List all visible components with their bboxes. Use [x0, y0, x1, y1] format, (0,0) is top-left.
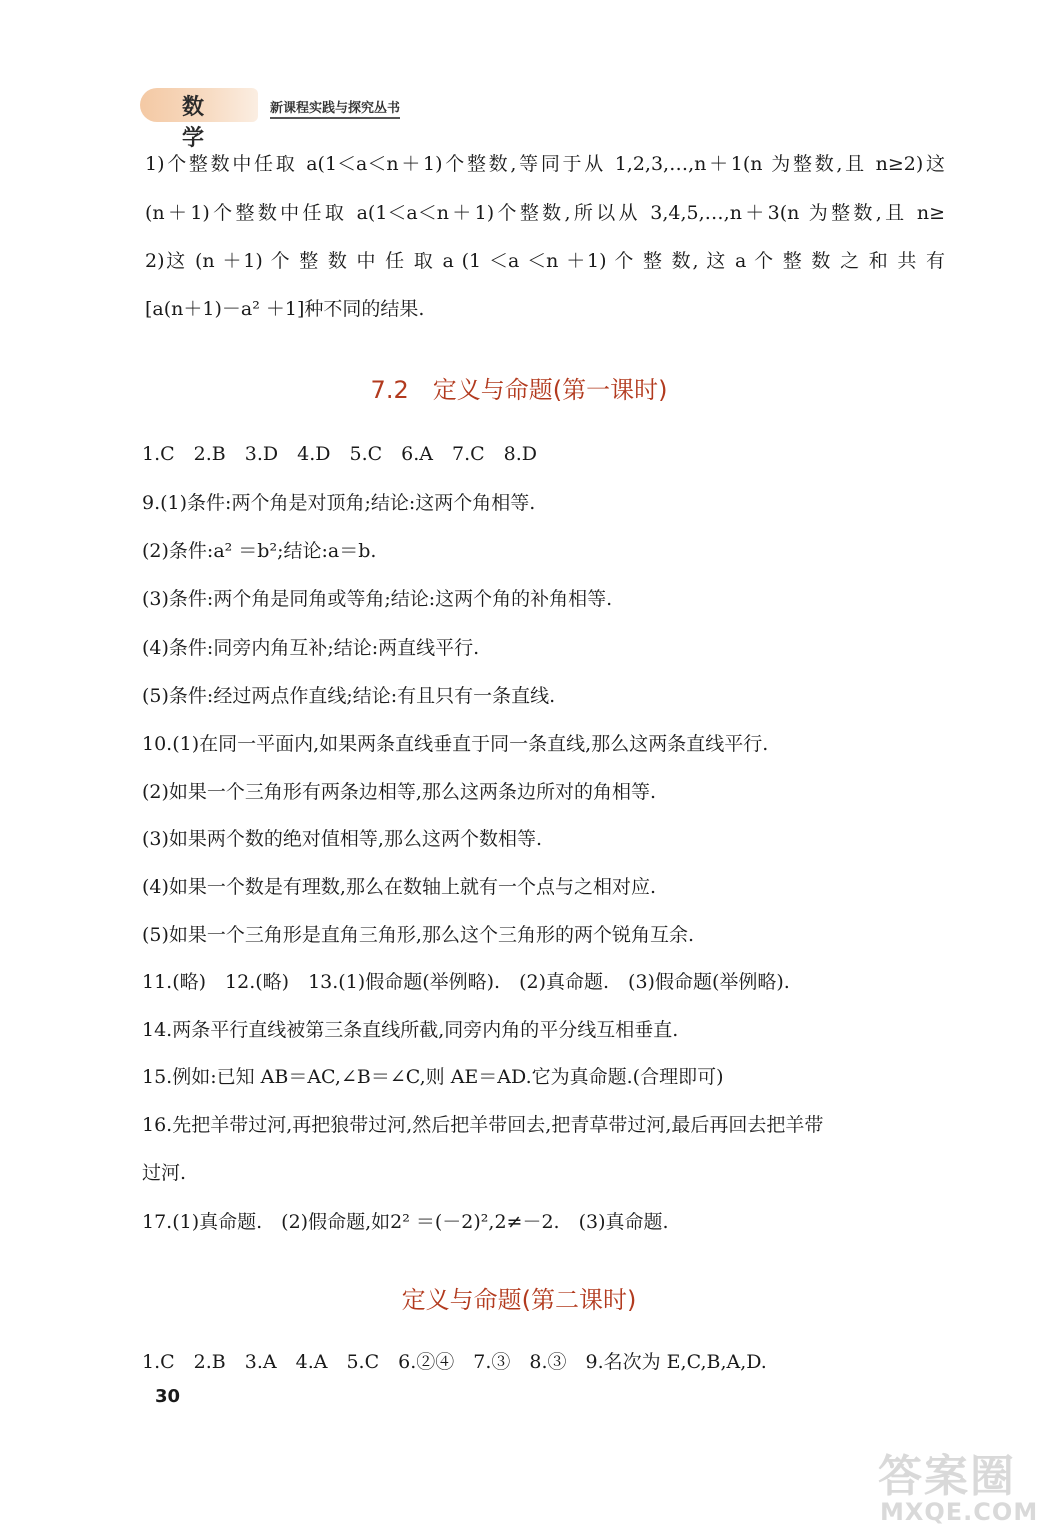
answer-line: 16.先把羊带过河,再把狼带过河,然后把羊带回去,把青草带过河,最后再回去把羊带	[142, 1114, 824, 1136]
answer-line: (3)如果两个数的绝对值相等,那么这两个数相等.	[142, 828, 542, 850]
answer-line: (4)条件:同旁内角互补;结论:两直线平行.	[142, 637, 480, 659]
section-title-lesson-1: 7.2 定义与命题(第一课时)	[370, 376, 668, 404]
intro-line-4: [a(n＋1)－a² ＋1]种不同的结果.	[145, 298, 425, 320]
answer-line: (4)如果一个数是有理数,那么在数轴上就有一个点与之相对应.	[142, 876, 656, 898]
answer-line: (5)如果一个三角形是直角三角形,那么这个三角形的两个锐角互余.	[142, 924, 694, 946]
answer-line: (5)条件:经过两点作直线;结论:有且只有一条直线.	[142, 685, 556, 707]
answer-line: (2)如果一个三角形有两条边相等,那么这两条边所对的角相等.	[142, 781, 656, 803]
answer-line: 15.例如:已知 AB＝AC,∠B＝∠C,则 AE＝AD.它为真命题.(合理即可)	[142, 1066, 724, 1088]
watermark-logo	[878, 1440, 1038, 1530]
intro-line-1: 1)个整数中任取 a(1＜a＜n＋1)个整数,等同于从 1,2,3,…,n＋1(n 为整数,且 n≥2)这	[145, 153, 945, 175]
page-number: 30	[155, 1386, 181, 1407]
answer-line: 10.(1)在同一平面内,如果两条直线垂直于同一条直线,那么这两条直线平行.	[142, 733, 769, 755]
answer-line: 9.(1)条件:两个角是对顶角;结论:这两个角相等.	[142, 492, 536, 514]
answer-line: 1.C 2.B 3.D 4.D 5.C 6.A 7.C 8.D	[142, 443, 538, 465]
answer-line: (2)条件:a² ＝b²;结论:a＝b.	[142, 540, 377, 562]
answer-line: 1.C 2.B 3.A 4.A 5.C 6.②④ 7.③ 8.③ 9.名次为 E,C,B,A,D.	[142, 1351, 767, 1373]
watermark-url: MXQE.COM	[880, 1498, 1038, 1526]
section-title-lesson-2: 定义与命题(第二课时)	[401, 1286, 637, 1314]
series-title: 新课程实践与探究丛书	[270, 97, 400, 119]
answer-line: 14.两条平行直线被第三条直线所截,同旁内角的平分线互相垂直.	[142, 1019, 679, 1041]
intro-line-3: 2)这 (n ＋1) 个 整 数 中 任 取 a (1 ＜a ＜n ＋1) 个 整 数, 这 a 个 整 数 之 和 共 有	[145, 250, 945, 272]
intro-line-2: (n＋1)个整数中任取 a(1＜a＜n＋1)个整数,所以从 3,4,5,…,n＋3(n 为整数,且 n≥	[145, 202, 945, 224]
answer-line: 11.(略) 12.(略) 13.(1)假命题(举例略). (2)真命题. (3)假命题(举例略).	[142, 971, 790, 993]
watermark-text: 答案圈	[878, 1451, 1016, 1502]
subject-label: 数学	[182, 95, 207, 151]
answer-line: (3)条件:两个角是同角或等角;结论:这两个角的补角相等.	[142, 588, 613, 610]
answer-line: 17.(1)真命题. (2)假命题,如2² ＝(－2)²,2≠－2. (3)真命题.	[142, 1211, 669, 1233]
answer-line: 过河.	[142, 1162, 187, 1184]
